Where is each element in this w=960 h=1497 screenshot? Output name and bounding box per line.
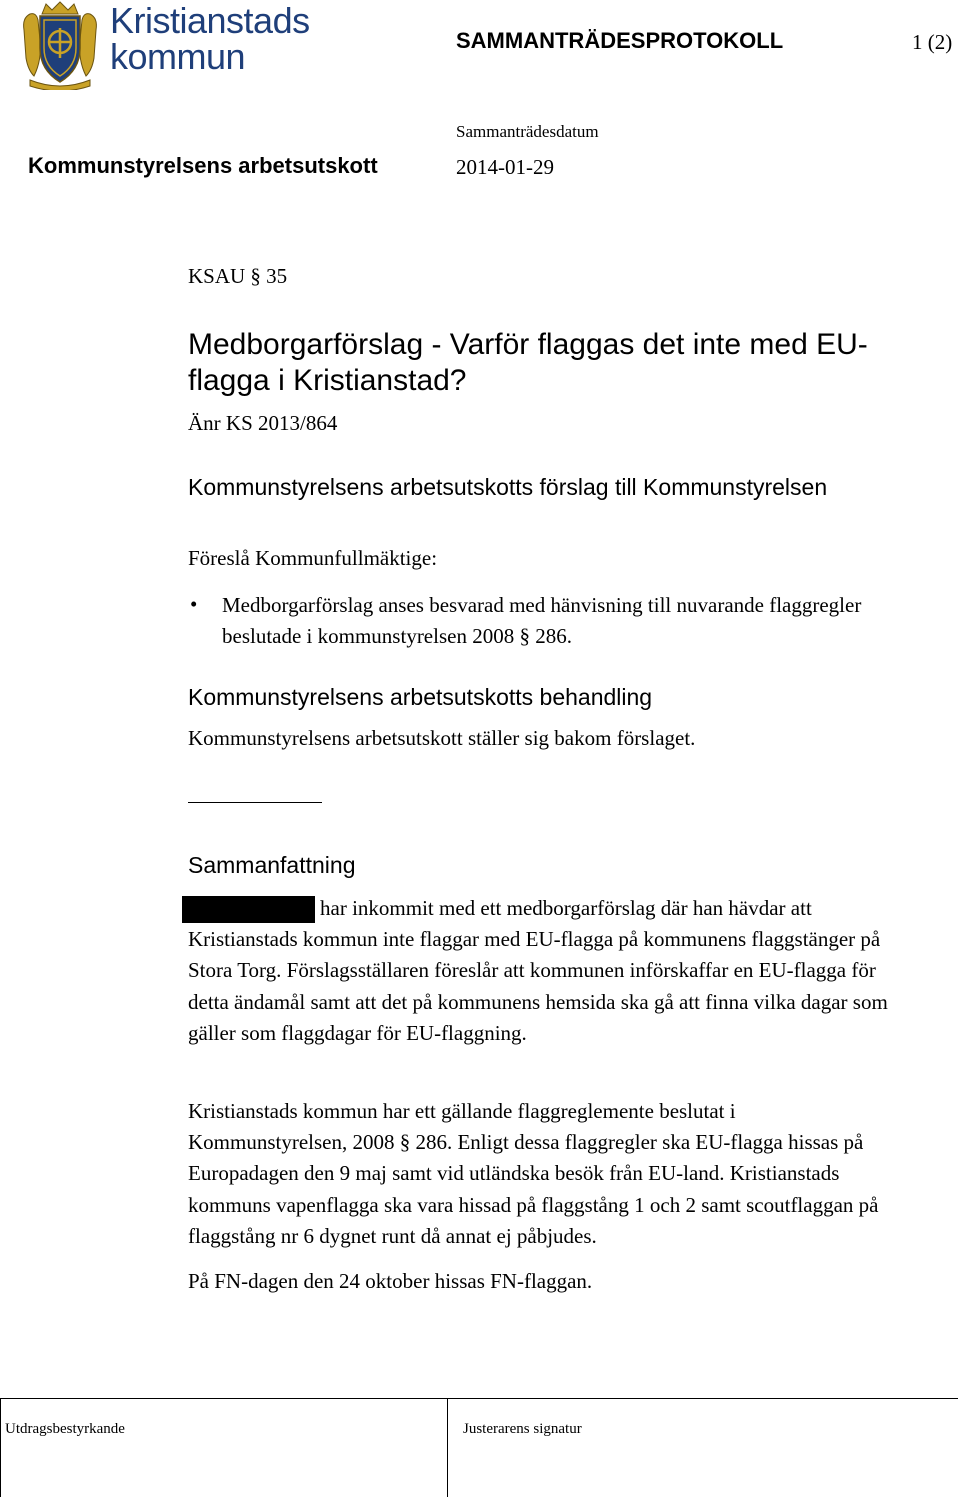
item-title: Medborgarförslag - Varför flaggas det inte med EU-flagga i Kristianstad? bbox=[188, 328, 868, 397]
meeting-date-label: Sammanträdesdatum bbox=[456, 122, 599, 141]
summary-paragraph-2: Kristianstads kommun har ett gällande flaggreglemente beslutat i Kommunstyrelsen, 2008 § 286. Enligt dessa flaggregler ska EU-flagga hissas på Europadagen den 9 maj samt vid utländska besök från EU-land. Kristianstads kommuns vapenflagga ska vara hissad på flaggstång 1 och 2 samt scoutflaggan på flaggstång nr 6 dygnet runt då annat ej påbjudes. bbox=[188, 1099, 879, 1248]
treatment-heading: Kommunstyrelsens arbetsutskotts behandling bbox=[188, 684, 653, 710]
bullet-icon: • bbox=[190, 592, 198, 616]
footer-rule bbox=[0, 1398, 958, 1399]
proposal-bullet: Medborgarförslag anses besvarad med hänvisning till nuvarande flaggregler beslutade i kommunstyrelsen 2008 § 286. bbox=[222, 593, 862, 648]
logo-wordmark-line2: kommun bbox=[110, 36, 246, 77]
proposal-heading: Kommunstyrelsens arbetsutskotts förslag till Kommunstyrelsen bbox=[188, 474, 828, 500]
summary-paragraph-1-text: har inkommit med ett medborgarförslag där han hävdar att Kristianstads kommun inte flaggar med EU-flagga på kommunens flaggstänger på Stora Torg. Förslagsställaren föreslår att kommunen införskaffar en EU-flagga för detta ändamål samt att det på kommunens hemsida ska gå att finna vilka dagar som gäller som flaggdagar för EU-flaggning. bbox=[188, 896, 888, 1045]
summary-paragraph-3: På FN-dagen den 24 oktober hissas FN-flaggan. bbox=[188, 1269, 593, 1293]
committee-name: Kommunstyrelsens arbetsutskott bbox=[28, 153, 378, 178]
kristianstad-logo bbox=[20, 0, 310, 92]
separator-line bbox=[188, 802, 322, 803]
summary-heading: Sammanfattning bbox=[188, 852, 356, 878]
footer-signature-label: Justerarens signatur bbox=[463, 1421, 582, 1437]
page-number: 1 (2) bbox=[912, 30, 953, 54]
summary-paragraph-1 bbox=[188, 893, 888, 1049]
coat-of-arms-icon bbox=[20, 0, 100, 90]
proposal-subheading: Föreslå Kommunfullmäktige: bbox=[188, 546, 438, 570]
treatment-text: Kommunstyrelsens arbetsutskott ställer sig bakom förslaget. bbox=[188, 726, 696, 750]
meeting-date: 2014-01-29 bbox=[456, 155, 554, 179]
logo-wordmark-line1: Kristianstads bbox=[110, 0, 310, 41]
footer-divider-middle bbox=[447, 1398, 448, 1497]
document-type: SAMMANTRÄDESPROTOKOLL bbox=[456, 28, 784, 53]
paragraph-id: KSAU § 35 bbox=[188, 264, 288, 288]
footer-certification-label: Utdragsbestyrkande bbox=[5, 1421, 125, 1437]
case-number: Änr KS 2013/864 bbox=[188, 411, 338, 435]
footer-divider-left bbox=[0, 1398, 1, 1497]
